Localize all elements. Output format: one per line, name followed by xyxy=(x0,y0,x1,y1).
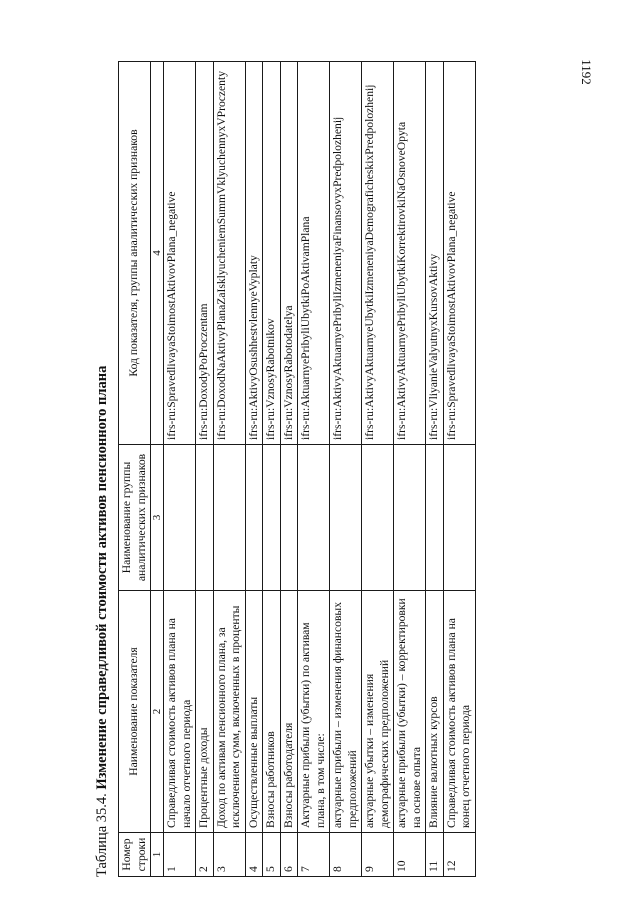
row-number: 8 xyxy=(330,833,362,877)
table-caption xyxy=(92,62,114,877)
row-number: 9 xyxy=(362,833,394,877)
row-number: 10 xyxy=(394,833,426,877)
group-name xyxy=(164,445,196,591)
indicators-table xyxy=(118,61,476,877)
header-row xyxy=(119,62,151,877)
group-name xyxy=(280,445,298,591)
row-number: 1 xyxy=(164,833,196,877)
indicator-code: ifrs-ru:AktivyAktuarnyeUbytkiIzmeneniyaDemograficheskixPredpolozhenij xyxy=(362,62,394,445)
indicator-name: актуарные убытки – изменения демографических предположений xyxy=(362,591,394,833)
indicator-name: Осуществленные выплаты xyxy=(245,591,263,833)
indicator-name: Справедливая стоимость активов плана на начало отчетного периода xyxy=(164,591,196,833)
indicator-name: Взносы работников xyxy=(263,591,281,833)
group-name xyxy=(394,445,426,591)
rotated-page-content xyxy=(92,62,612,877)
row-number: 6 xyxy=(280,833,298,877)
indicator-code: ifrs-ru:SpravedlivayaStoimostAktivovPlana_negative xyxy=(443,62,475,445)
table-row xyxy=(164,62,196,877)
indicator-code: ifrs-ru:VznosyRabotnikov xyxy=(263,62,281,445)
table-row xyxy=(263,62,281,877)
table-row xyxy=(443,62,475,877)
row-number: 3 xyxy=(213,833,245,877)
table-row xyxy=(330,62,362,877)
indicator-name: актуарные прибыли (убытки) – корректировки на основе опыта xyxy=(394,591,426,833)
header-code: Код показателя, группы аналитических признаков xyxy=(119,62,151,445)
row-number: 11 xyxy=(426,833,444,877)
table-row xyxy=(426,62,444,877)
indicator-name: Справедливая стоимость активов плана на конец отчетного периода xyxy=(443,591,475,833)
indicator-code: ifrs-ru:VliyanieValyutnyxKursovAktivy xyxy=(426,62,444,445)
table-row xyxy=(362,62,394,877)
group-name xyxy=(298,445,330,591)
row-number: 7 xyxy=(298,833,330,877)
column-number: 3 xyxy=(151,445,164,591)
indicator-name: Доход по активам пенсионного плана, за исключением сумм, включенных в проценты xyxy=(213,591,245,833)
header-group-name: Наименование группы аналитических признаков xyxy=(119,445,151,591)
column-number: 2 xyxy=(151,591,164,833)
table-row xyxy=(298,62,330,877)
column-number: 1 xyxy=(151,833,164,877)
row-number: 12 xyxy=(443,833,475,877)
group-name xyxy=(362,445,394,591)
indicator-name: Влияние валютных курсов xyxy=(426,591,444,833)
indicator-code: ifrs-ru:AktivyAktuarnyePribyliUbytkiKorrektirovkiNaOsnoveOpyta xyxy=(394,62,426,445)
indicator-code: ifrs-ru:DoxodyPoProczentam xyxy=(196,62,214,445)
indicator-code: ifrs-ru:AktivyOsushhestvlennyeVyplaty xyxy=(245,62,263,445)
header-row-number: Номер строки xyxy=(119,833,151,877)
indicator-name: актуарные прибыли – изменения финансовых предположений xyxy=(330,591,362,833)
group-name xyxy=(443,445,475,591)
indicator-name: Взносы работодателя xyxy=(280,591,298,833)
group-name xyxy=(263,445,281,591)
table-row xyxy=(213,62,245,877)
caption-prefix: Таблица 35.4. xyxy=(94,793,110,877)
table-row xyxy=(280,62,298,877)
row-number: 5 xyxy=(263,833,281,877)
group-name xyxy=(330,445,362,591)
table-row xyxy=(245,62,263,877)
column-number-row xyxy=(151,62,164,877)
group-name xyxy=(213,445,245,591)
indicator-code: ifrs-ru:VznosyRabotodatelya xyxy=(280,62,298,445)
row-number: 4 xyxy=(245,833,263,877)
indicator-code: ifrs-ru:AktuarnyePribyliUbytkiPoAktivamPlana xyxy=(298,62,330,445)
column-number: 4 xyxy=(151,62,164,445)
indicator-name: Процентные доходы xyxy=(196,591,214,833)
group-name xyxy=(426,445,444,591)
table-row xyxy=(196,62,214,877)
group-name xyxy=(245,445,263,591)
table-row xyxy=(394,62,426,877)
page-number: 1192 xyxy=(579,59,594,85)
row-number: 2 xyxy=(196,833,214,877)
indicator-code: ifrs-ru:SpravedlivayaStoimostAktivovPlana_negative xyxy=(164,62,196,445)
caption-title: Изменение справедливой стоимости активов пенсионного плана xyxy=(94,365,110,790)
indicator-code: ifrs-ru:AktivyAktuarnyePribyliIzmeneniyaFinansovyxPredpolozhenij xyxy=(330,62,362,445)
indicator-code: ifrs-ru:DoxodNaAktivyPlanaZaIsklyucheniemSummVklyuchennyxVProczenty xyxy=(213,62,245,445)
group-name xyxy=(196,445,214,591)
indicator-name: Актуарные прибыли (убытки) по активам плана, в том числе: xyxy=(298,591,330,833)
header-indicator-name: Наименование показателя xyxy=(119,591,151,833)
